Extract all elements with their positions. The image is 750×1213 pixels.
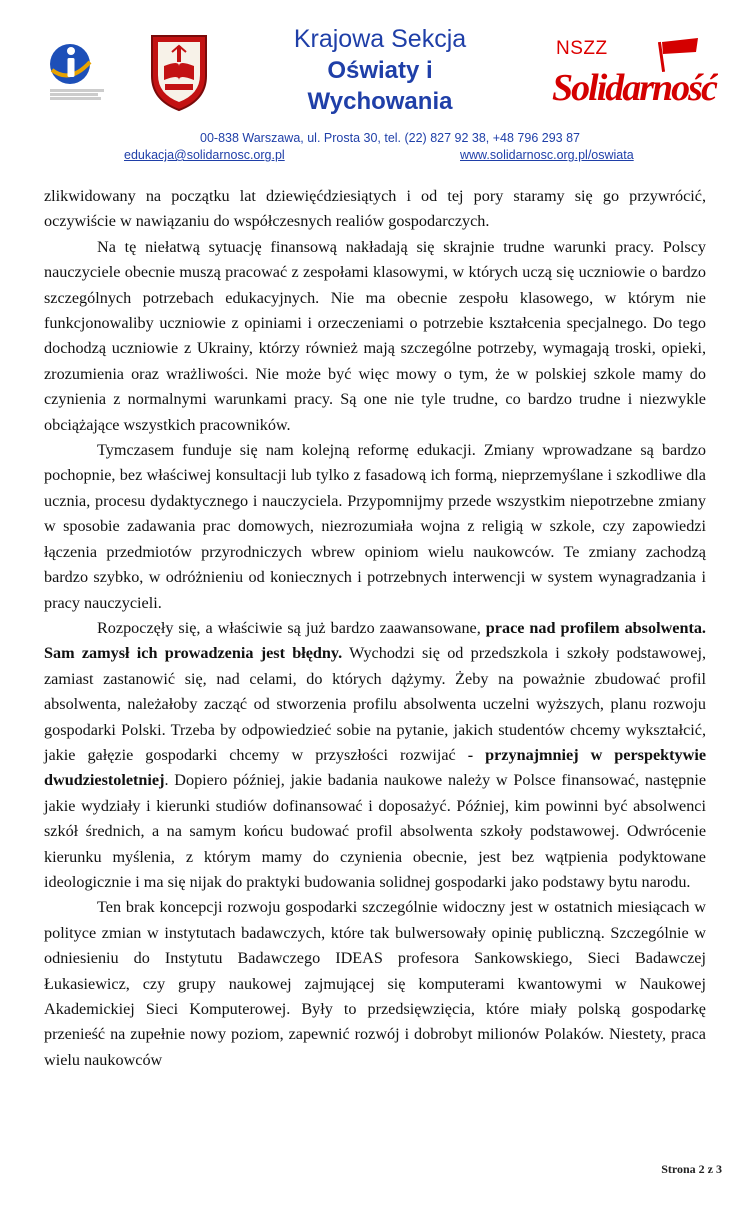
- paragraph-2: Na tę niełatwą sytuację finansową nakładają się skrajnie trudne warunki pracy. Polscy nauczyciele obecnie muszą pracować z zespołami klasowymi, w których uczą się uczniowie o bardzo szczególnych potrzebach edukacyjnych. Nie ma obecnie zespołu klasowego, w którym nie funkcjonowaliby uczniowie z opiniami i orzeczeniami o potrzebie kształcenia specjalnego. Do tego dochodzą uczniowie z Ukrainy, którzy również mają szczególne potrzeby, wymagają troski, opieki, zrozumienia oraz wrażliwości. Nie może być więc mowy o tym, że w polskiej szkole mamy do czynienia z normalnymi warunkami pracy. Są one nie tyle trudne, co bardzo trudne i niezwykle obciążające wszystkich pracowników.: [44, 237, 706, 434]
- title-line-2: Oświaty i: [327, 57, 433, 84]
- info-i-icon: [46, 40, 96, 88]
- paragraph-4-bold-a: prace nad profilem absolwenta. Sam zamysł ich prowadzenia jest błędny.: [44, 618, 706, 663]
- title-line-3: Wychowania: [307, 88, 453, 115]
- section-title: [260, 24, 500, 117]
- document-body: [44, 184, 706, 1073]
- paragraph-4: [44, 616, 706, 895]
- paragraph-5: Ten brak koncepcji rozwoju gospodarki szczególnie widoczny jest w ostatnich miesiącach w polityce zmian w instytutach badawczych, które tak bulwersowały opinię publiczną. Szczególnie w odniesieniu do Instytutu Badawczego IDEAS profesora Sankowskiego, Sieci Badawczej Łukasiewicz, czy grupy naukowej zajmującej się komputerami kwantowymi w Naukowej Akademickiej Sieci Komputerowej. Były to przedsięwzięcia, które miały polską gospodarkę przenieść na zupełnie nowy poziom, zapewnić rozwój i dobrobyt milionów Polaków. Niestety, praca wielu naukowców: [44, 898, 706, 1069]
- address-line: 00-838 Warszawa, ul. Prosta 30, tel. (22) 827 92 38, +48 796 293 87: [200, 131, 580, 145]
- page-number: Strona 2 z 3: [661, 1162, 722, 1176]
- education-crest-logo: [148, 32, 210, 112]
- solidarnosc-logo: [548, 34, 718, 108]
- info-logo-caption: [50, 88, 110, 101]
- paragraph-4-bold-b: - przynajmniej w perspektywie dwudziestoletniej: [44, 745, 706, 790]
- svg-text:Solidarność: Solidarność: [552, 67, 716, 108]
- paragraph-4-part-a: Rozpoczęły się, a właściwie są już bardzo zaawansowane,: [97, 618, 486, 637]
- website-link[interactable]: www.solidarnosc.org.pl/oswiata: [460, 148, 634, 162]
- paragraph-3: Tymczasem funduje się nam kolejną reformę edukacji. Zmiany wprowadzane są bardzo pochopnie, bez właściwej konsultacji lub tylko z fasadową ich formą, nieprzemyślane i szkodliwe dla ucznia, procesu dydaktycznego i nauczyciela. Przypomnijmy przede wszystkim niepotrzebne zmiany w sposobie zadawania prac domowych, niezrozumiała wojna z religią w szkole, czy zapowiedzi łączenia przedmiotów przyrodniczych wbrew opiniom wielu naukowców. Te zmiany zachodzą bardzo szybko, w odróżnieniu od koniecznych i potrzebnych interwencji w system wynagradzania i pracy nauczycieli.: [44, 441, 706, 612]
- email-link[interactable]: edukacja@solidarnosc.org.pl: [124, 148, 285, 162]
- title-line-1: Krajowa Sekcja: [293, 25, 467, 53]
- solidarnosc-wordmark-icon: [548, 34, 718, 108]
- letterhead: [0, 0, 750, 165]
- nszz-label: NSZZ: [556, 38, 608, 59]
- paragraph-4-part-c: Wychodzi się od przedszkola i szkoły podstawowej, zamiast zastanowić się, nad celami, do których dążymy. Żeby na poważnie zbudować profil absolwenta, należałoby zacząć od stworzenia profilu absolwenta uczelni wyższych, planu rozwoju gospodarki Polski. Trzeba by odpowiedzieć sobie na pytanie, jakich studentów chcemy wykształcić, jakie gałęzie gospodarki chcemy w przyszłości rozwijać: [44, 644, 706, 764]
- information-logo: [46, 40, 110, 112]
- crest-shield-icon: [148, 32, 210, 112]
- contact-info: [120, 131, 660, 162]
- paragraph-1: zlikwidowany na początku lat dziewięćdziesiątych i od tej pory staramy się go przywrócić, oczywiście w nawiązaniu do współczesnych realiów gospodarczych.: [44, 187, 706, 231]
- paragraph-4-part-e: . Dopiero później, jakie badania naukowe należy w Polsce finansować, następnie jakie wydziały i kierunki studiów dofinansować i doposażyć. Później, kim powinni być absolwenci szkół średnich, a na samym końcu budować profil absolwenta szkoły podstawowej. Odwrócenie kierunku myślenia, z którym mamy do czynienia obecnie, jest bez wątpienia podyktowane ideologicznie i ma się nijak do praktyki budowania solidnej gospodarki jako podstawy bytu narodu.: [44, 771, 706, 891]
